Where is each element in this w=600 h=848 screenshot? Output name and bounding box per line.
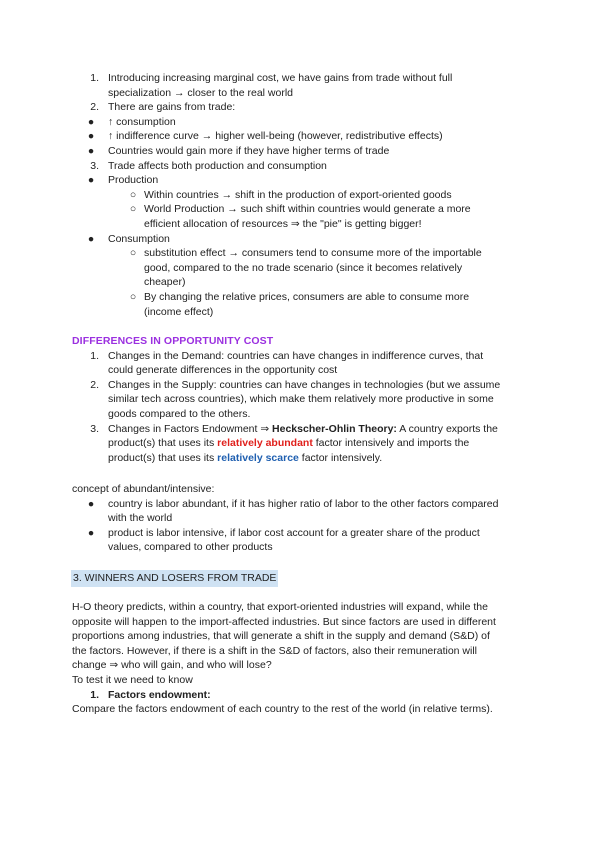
bullet-icon: ●	[87, 174, 95, 187]
list-item-cont: product(s) that uses its relatively abundant factor intensively and imports the	[108, 437, 470, 450]
bullet-icon: ●	[87, 232, 95, 245]
list-item-cont: specialization → closer to the real world	[108, 86, 294, 99]
list-item-cont: values, compared to other products	[108, 541, 273, 554]
gains-list	[0, 71, 600, 319]
list-item-cont: similar tech across countries), which make them relatively more productive in some	[108, 393, 494, 406]
list-item: 3. Trade affects both production and consumption	[90, 159, 327, 172]
section-heading: DIFFERENCES IN OPPORTUNITY COST	[72, 335, 274, 347]
bullet-icon: ●	[87, 144, 95, 157]
list-item: ○ By changing the relative prices, consumers are able to consume more	[129, 290, 470, 303]
winners-losers-paragraph	[0, 600, 600, 717]
concept-intro: concept of abundant/intensive:	[72, 483, 215, 495]
winners-losers-section	[0, 570, 600, 585]
list-item: 1. Introducing increasing marginal cost, we have gains from trade without full	[90, 72, 453, 84]
paragraph-line: Compare the factors endowment of each country to the rest of the world (in relative terms).	[72, 703, 493, 716]
list-item-cont: (income effect)	[144, 305, 214, 318]
section-heading: 3. WINNERS AND LOSERS FROM TRADE	[0, 570, 600, 585]
subheading: 1. Factors endowment:	[90, 688, 211, 701]
list-item-cont: good, compared to the no trade scenario (since it becomes relatively	[144, 261, 463, 274]
list-item: ○ substitution effect → consumers tend to consume more of the importable	[129, 247, 482, 260]
list-item: ● Countries would gain more if they have higher terms of trade	[87, 144, 390, 157]
bullet-icon: ●	[87, 497, 95, 510]
paragraph-line: change ⇒ who will gain, and who will lose?	[72, 659, 272, 672]
relatively-abundant-highlight: relatively abundant	[217, 437, 313, 450]
list-item-cont: could generate differences in the opportunity cost	[108, 364, 338, 377]
concept-section	[0, 482, 600, 555]
hollow-bullet-icon: ○	[129, 188, 137, 201]
paragraph-line: To test it we need to know	[72, 673, 193, 686]
list-item: 2. There are gains from trade:	[90, 101, 236, 114]
list-item: ● product is labor intensive, if labor cost account for a greater share of the product	[87, 526, 480, 539]
list-item-cont: cheaper)	[144, 276, 186, 289]
list-item: ● ↑ indifference curve → higher well-being (however, redistributive effects)	[87, 130, 443, 143]
list-item: 2. Changes in the Supply: countries can have changes in technologies (but we assume	[90, 378, 501, 391]
hollow-bullet-icon: ○	[129, 247, 137, 260]
paragraph-line: proportions among industries, that will generate a shift in the supply and demand (S&D) of	[72, 630, 490, 643]
list-item: ○ World Production → such shift within countries would generate a more	[129, 203, 471, 216]
list-item: ● Production	[87, 174, 159, 187]
bullet-icon: ●	[87, 526, 95, 539]
list-item-cont: with the world	[108, 512, 173, 525]
list-item-cont: goods compared to the others.	[108, 407, 251, 420]
hollow-bullet-icon: ○	[129, 290, 137, 303]
list-item: ● ↑ consumption	[87, 115, 176, 128]
list-item: 3. Changes in Factors Endowment ⇒ Heckscher-Ohlin Theory: A country exports the	[90, 422, 498, 435]
list-item-cont: efficient allocation of resources ⇒ the "pie" is getting bigger!	[144, 217, 422, 230]
bullet-icon: ●	[87, 115, 95, 128]
list-item: ● country is labor abundant, if it has higher ratio of labor to the other factors compared	[87, 497, 499, 510]
list-item: ○ Within countries → shift in the production of export-oriented goods	[129, 188, 452, 201]
bullet-icon: ●	[87, 130, 95, 143]
opportunity-cost-section	[0, 334, 600, 465]
list-item: ● Consumption	[87, 232, 170, 245]
list-item-cont: product(s) that uses its relatively scarce factor intensively.	[108, 451, 383, 464]
relatively-scarce-highlight: relatively scarce	[217, 451, 299, 464]
paragraph-line: H-O theory predicts, within a country, that export-oriented industries will expand, while the	[72, 601, 488, 613]
paragraph-line: the factors. However, if there is a shift in the S&D of factors, also their remuneration will	[72, 644, 478, 657]
paragraph-line: opposite will happen to the import-affected industries. But since factors are used in different	[72, 615, 496, 628]
list-item: 1. Changes in the Demand: countries can have changes in indifference curves, that	[90, 349, 484, 362]
hollow-bullet-icon: ○	[129, 203, 137, 216]
